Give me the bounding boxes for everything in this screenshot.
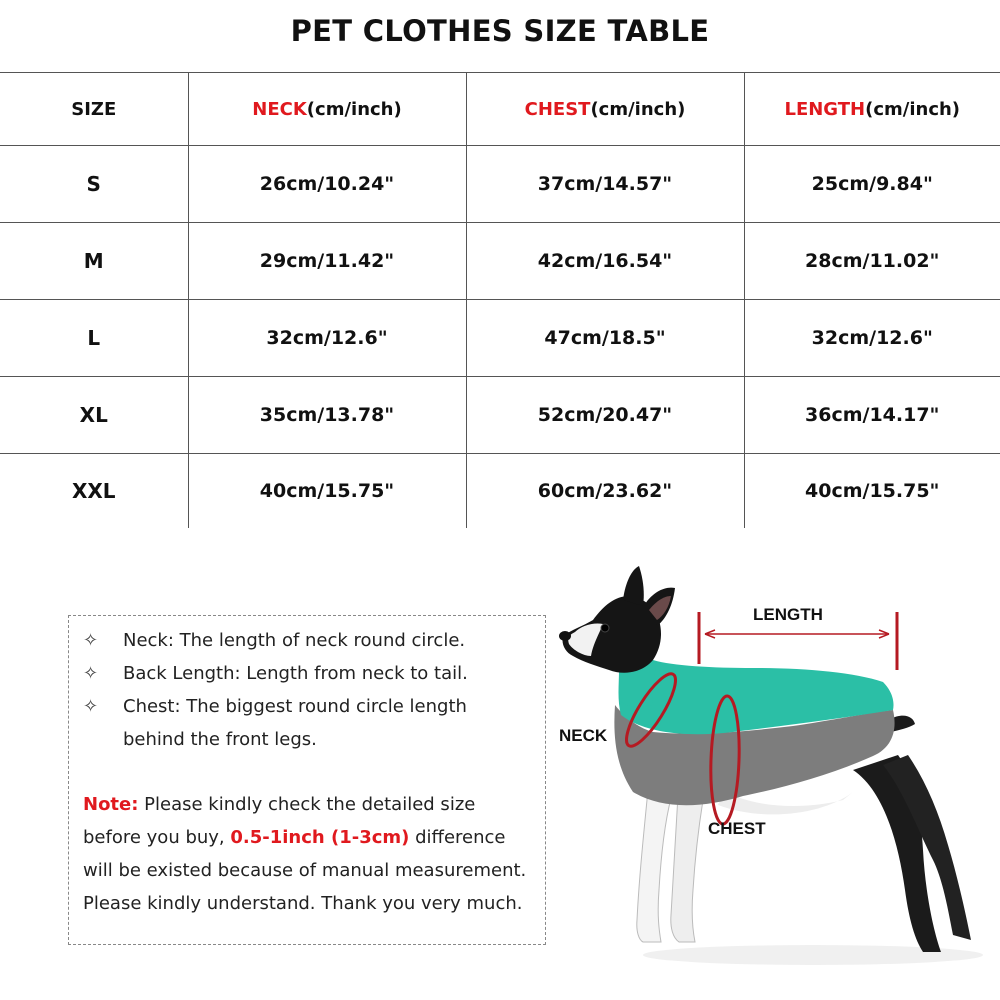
header-length: LENGTH(cm/inch) [744,73,1000,146]
note-item-back-length: ✧ Back Length: Length from neck to tail. [83,657,533,690]
note-highlight: 0.5-1inch (1-3cm) [230,827,410,848]
length-label: LENGTH [753,605,823,624]
neck-cell: 32cm/12.6" [188,300,466,377]
dog-ear [623,566,644,606]
chest-label: CHEST [708,819,766,838]
sparkle-star-icon: ✧ [83,663,99,684]
size-cell: L [0,300,188,377]
length-cell: 36cm/14.17" [744,377,1000,454]
header-neck: NECK(cm/inch) [188,73,466,146]
table-row [0,146,1000,223]
neck-cell: 26cm/10.24" [188,146,466,223]
page-title: PET CLOTHES SIZE TABLE [290,14,710,48]
table-header-row [0,73,1000,146]
note-label: Note: [83,794,139,815]
chest-cell: 37cm/14.57" [466,146,744,223]
size-cell: S [0,146,188,223]
table-row [0,223,1000,300]
chest-cell: 60cm/23.62" [466,454,744,529]
note-item-chest: ✧ Chest: The biggest round circle length behind the front legs. [83,690,533,756]
size-cell: XL [0,377,188,454]
length-cell: 25cm/9.84" [744,146,1000,223]
length-cell: 28cm/11.02" [744,223,1000,300]
length-cell: 40cm/15.75" [744,454,1000,529]
chest-cell: 42cm/16.54" [466,223,744,300]
size-table [0,72,1000,528]
dog-nose [559,631,571,641]
table-row [0,377,1000,454]
size-cell: XXL [0,454,188,529]
chest-cell: 52cm/20.47" [466,377,744,454]
dog-front-leg [671,795,703,942]
header-size: SIZE [0,73,188,146]
dog-eye [601,624,609,632]
size-note: Note: Please kindly check the detailed size before you buy, 0.5-1inch (1-3cm) difference will be existed because of manual measurement. Please kindly understand. Thank you very much. [83,794,527,914]
neck-cell: 40cm/15.75" [188,454,466,529]
neck-label: NECK [559,726,608,745]
note-item-neck: ✧ Neck: The length of neck round circle. [83,624,533,657]
length-cell: 32cm/12.6" [744,300,1000,377]
sparkle-star-icon: ✧ [83,630,99,651]
sparkle-star-icon: ✧ [83,696,99,717]
neck-cell: 35cm/13.78" [188,377,466,454]
dog-measurement-diagram [553,560,1000,990]
table-row [0,300,1000,377]
measurement-notes-box [68,615,546,945]
chest-cell: 47cm/18.5" [466,300,744,377]
header-chest: CHEST(cm/inch) [466,73,744,146]
size-cell: M [0,223,188,300]
table-row [0,454,1000,529]
dog-front-leg [637,790,671,942]
neck-cell: 29cm/11.42" [188,223,466,300]
